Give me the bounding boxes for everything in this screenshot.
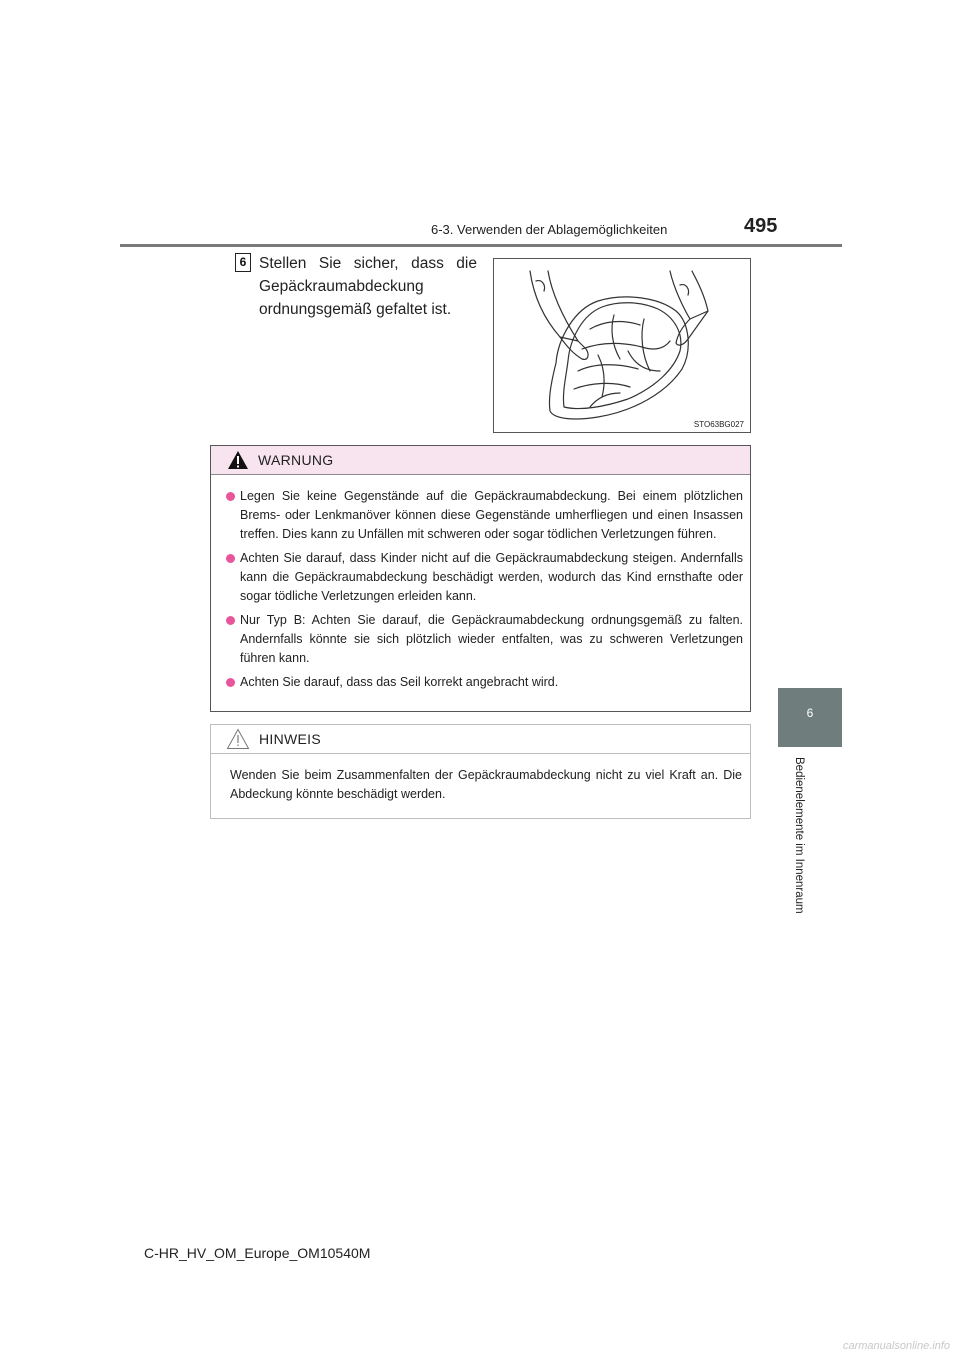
warning-header [211,446,750,475]
note-box [210,724,751,819]
note-title: HINWEIS [259,731,321,747]
chapter-tab [778,688,842,747]
warning-box [210,445,751,712]
warning-triangle-icon [227,450,249,470]
illustration-code: STO63BG027 [693,420,744,429]
note-text: Wenden Sie beim Zusammenfalten der Gepäckraumabdeckung nicht zu viel Kraft an. Die Abdeckung könnte beschädigt werden. [230,768,742,801]
bullet-icon [226,554,235,563]
bullet-icon [226,678,235,687]
chapter-number: 6 [806,706,814,720]
illustration-frame [493,258,751,433]
note-header [211,725,750,754]
step-instruction: Stellen Sie sicher, dass die Gepäckraumabdeckung ordnungsgemäß gefaltet ist. [259,255,477,318]
warning-item: Nur Typ B: Achten Sie darauf, die Gepäckraumabdeckung ordnungsgemäß zu falten. Andernfalls könnte sie sich plötzlich wieder entfalten, was zu schweren Verletzungen führen kann. [240,611,743,668]
section-title: 6-3. Verwenden der Ablagemöglichkeiten [431,222,668,237]
warning-item: Achten Sie darauf, dass Kinder nicht auf die Gepäckraumabdeckung steigen. Andernfalls kann die Gepäckraumabdeckung beschädigt werden, wodurch das Kind ernsthafte oder sogar tödliche Verletzungen erleiden kann. [240,549,743,606]
folded-cover-illustration [494,259,750,432]
bullet-icon [226,492,235,501]
warning-item: Achten Sie darauf, dass das Seil korrekt angebracht wird. [240,673,743,692]
watermark: carmanualsonline.info [842,1340,950,1352]
header-divider [120,244,842,247]
chapter-label: Bedienelemente im Innenraum [793,757,805,914]
warning-list [211,487,750,692]
step-number-badge: 6 [235,253,251,272]
page-number: 495 [744,215,778,237]
caution-outline-icon [226,728,250,750]
document-id: C-HR_HV_OM_Europe_OM10540M [144,1245,371,1261]
warning-title: WARNUNG [258,452,334,468]
bullet-icon [226,616,235,625]
warning-item: Legen Sie keine Gegenstände auf die Gepäckraumabdeckung. Bei einem plötzlichen Brems- oder Lenkmanöver können diese Gegenstände umherfliegen und einen Insassen treffen. Dies kann zu Unfällen mit schweren oder sogar tödlichen Verletzungen führen. [240,487,743,544]
